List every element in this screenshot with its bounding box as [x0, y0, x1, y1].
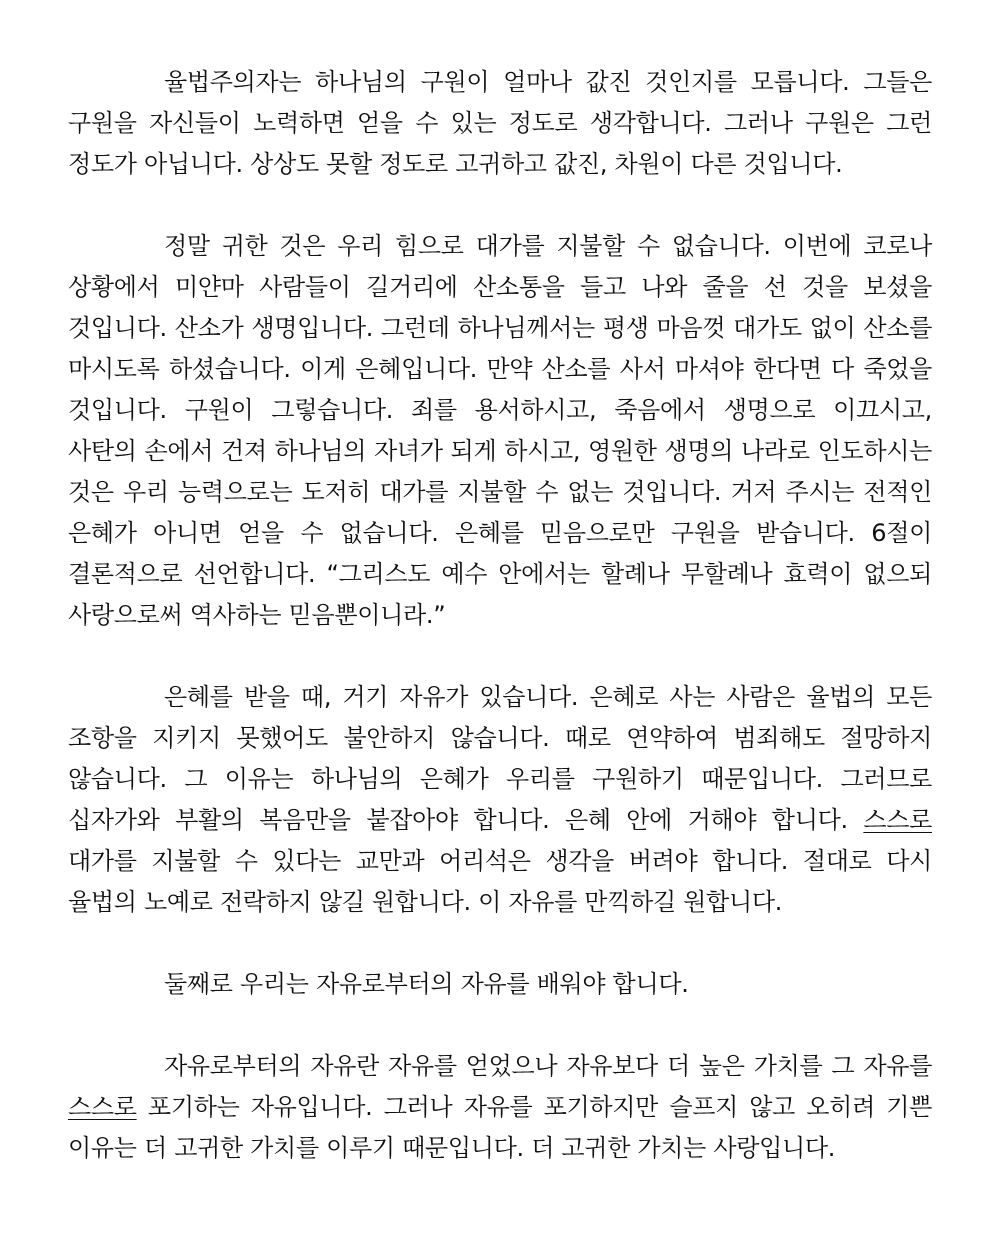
- paragraph-legalism: 율법주의자는 하나님의 구원이 얼마나 값진 것인지를 모릅니다. 그들은 구원을 자신들이 노력하면 얻을 수 있는 정도로 생각합니다. 그러나 구원은 그런 정도가 아닙니다. 상상도 못할 정도로 고귀하고 값진, 차원이 다른 것입니다.: [68, 68, 932, 178]
- underlined-text: 스스로: [68, 1093, 137, 1121]
- paragraph-second-point: 둘째로 우리는 자유로부터의 자유를 배워야 합니다.: [164, 970, 689, 998]
- paragraph-text-after: 대가를 지불할 수 있다는 교만과 어리석은 생각을 버려야 합니다. 절대로 다시 율법의 노예로 전락하지 않길 원합니다. 이 자유를 만끽하길 원합니다.: [68, 847, 932, 916]
- paragraph-grace-oxygen: 정말 귀한 것은 우리 힘으로 대가를 지불할 수 없습니다. 이번에 코로나 상황에서 미얀마 사람들이 길거리에 산소통을 들고 나와 줄을 선 것을 보셨을 것입니다. 산소가 생명입니다. 그런데 하나님께서는 평생 마음껏 대가도 없이 산소를 마시도록 하셨습니다. 이게 은혜입니다. 만약 산소를 사서 마셔야 한다면 다 죽었을 것입니다. 구원이 그렇습니다. 죄를 용서하시고, 죽음에서 생명으로 이끄시고, 사탄의 손에서 건져 하나님의 자녀가 되게 하시고, 영원한 생명의 나라로 인도하시는 것은 우리 능력으로는 도저히 대가를 지불할 수 없는 것입니다. 거저 주시는 전적인 은혜가 아니면 얻을 수 없습니다. 은혜를 믿음으로만 구원을 받습니다. 6절이 결론적으로 선언합니다. “그리스도 예수 안에서는 할례나 무할례나 효력이 없으되 사랑으로써 역사하는 믿음뿐이니라.”: [68, 232, 932, 629]
- paragraph-gap: [68, 636, 932, 677]
- paragraph-gap: [68, 185, 932, 226]
- paragraph-text-before: 은혜를 받을 때, 거기 자유가 있습니다. 은혜로 사는 사람은 율법의 모든 조항을 지키지 못했어도 불안하지 않습니다. 때로 연약하여 범죄해도 절망하지 않습니다. 그 이유는 하나님의 은혜가 우리를 구원하기 때문입니다. 그러므로 십자가와 부활의 복음만을 붙잡아야 합니다. 은혜 안에 거해야 합니다.: [68, 683, 932, 834]
- paragraph-freedom-in-grace: [68, 677, 932, 923]
- underlined-text: 스스로: [863, 806, 932, 834]
- paragraph-freedom-from-freedom: [68, 1046, 932, 1169]
- paragraph-text-after: 포기하는 자유입니다. 그러나 자유를 포기하지만 슬프지 않고 오히려 기쁜 이유는 더 고귀한 가치를 이루기 때문입니다. 더 고귀한 가치는 사랑입니다.: [68, 1093, 932, 1162]
- paragraph-text-before: 자유로부터의 자유란 자유를 얻었으나 자유보다 더 높은 가치를 그 자유를: [164, 1052, 932, 1080]
- paragraph-gap: [68, 923, 932, 964]
- paragraph-gap: [68, 1005, 932, 1046]
